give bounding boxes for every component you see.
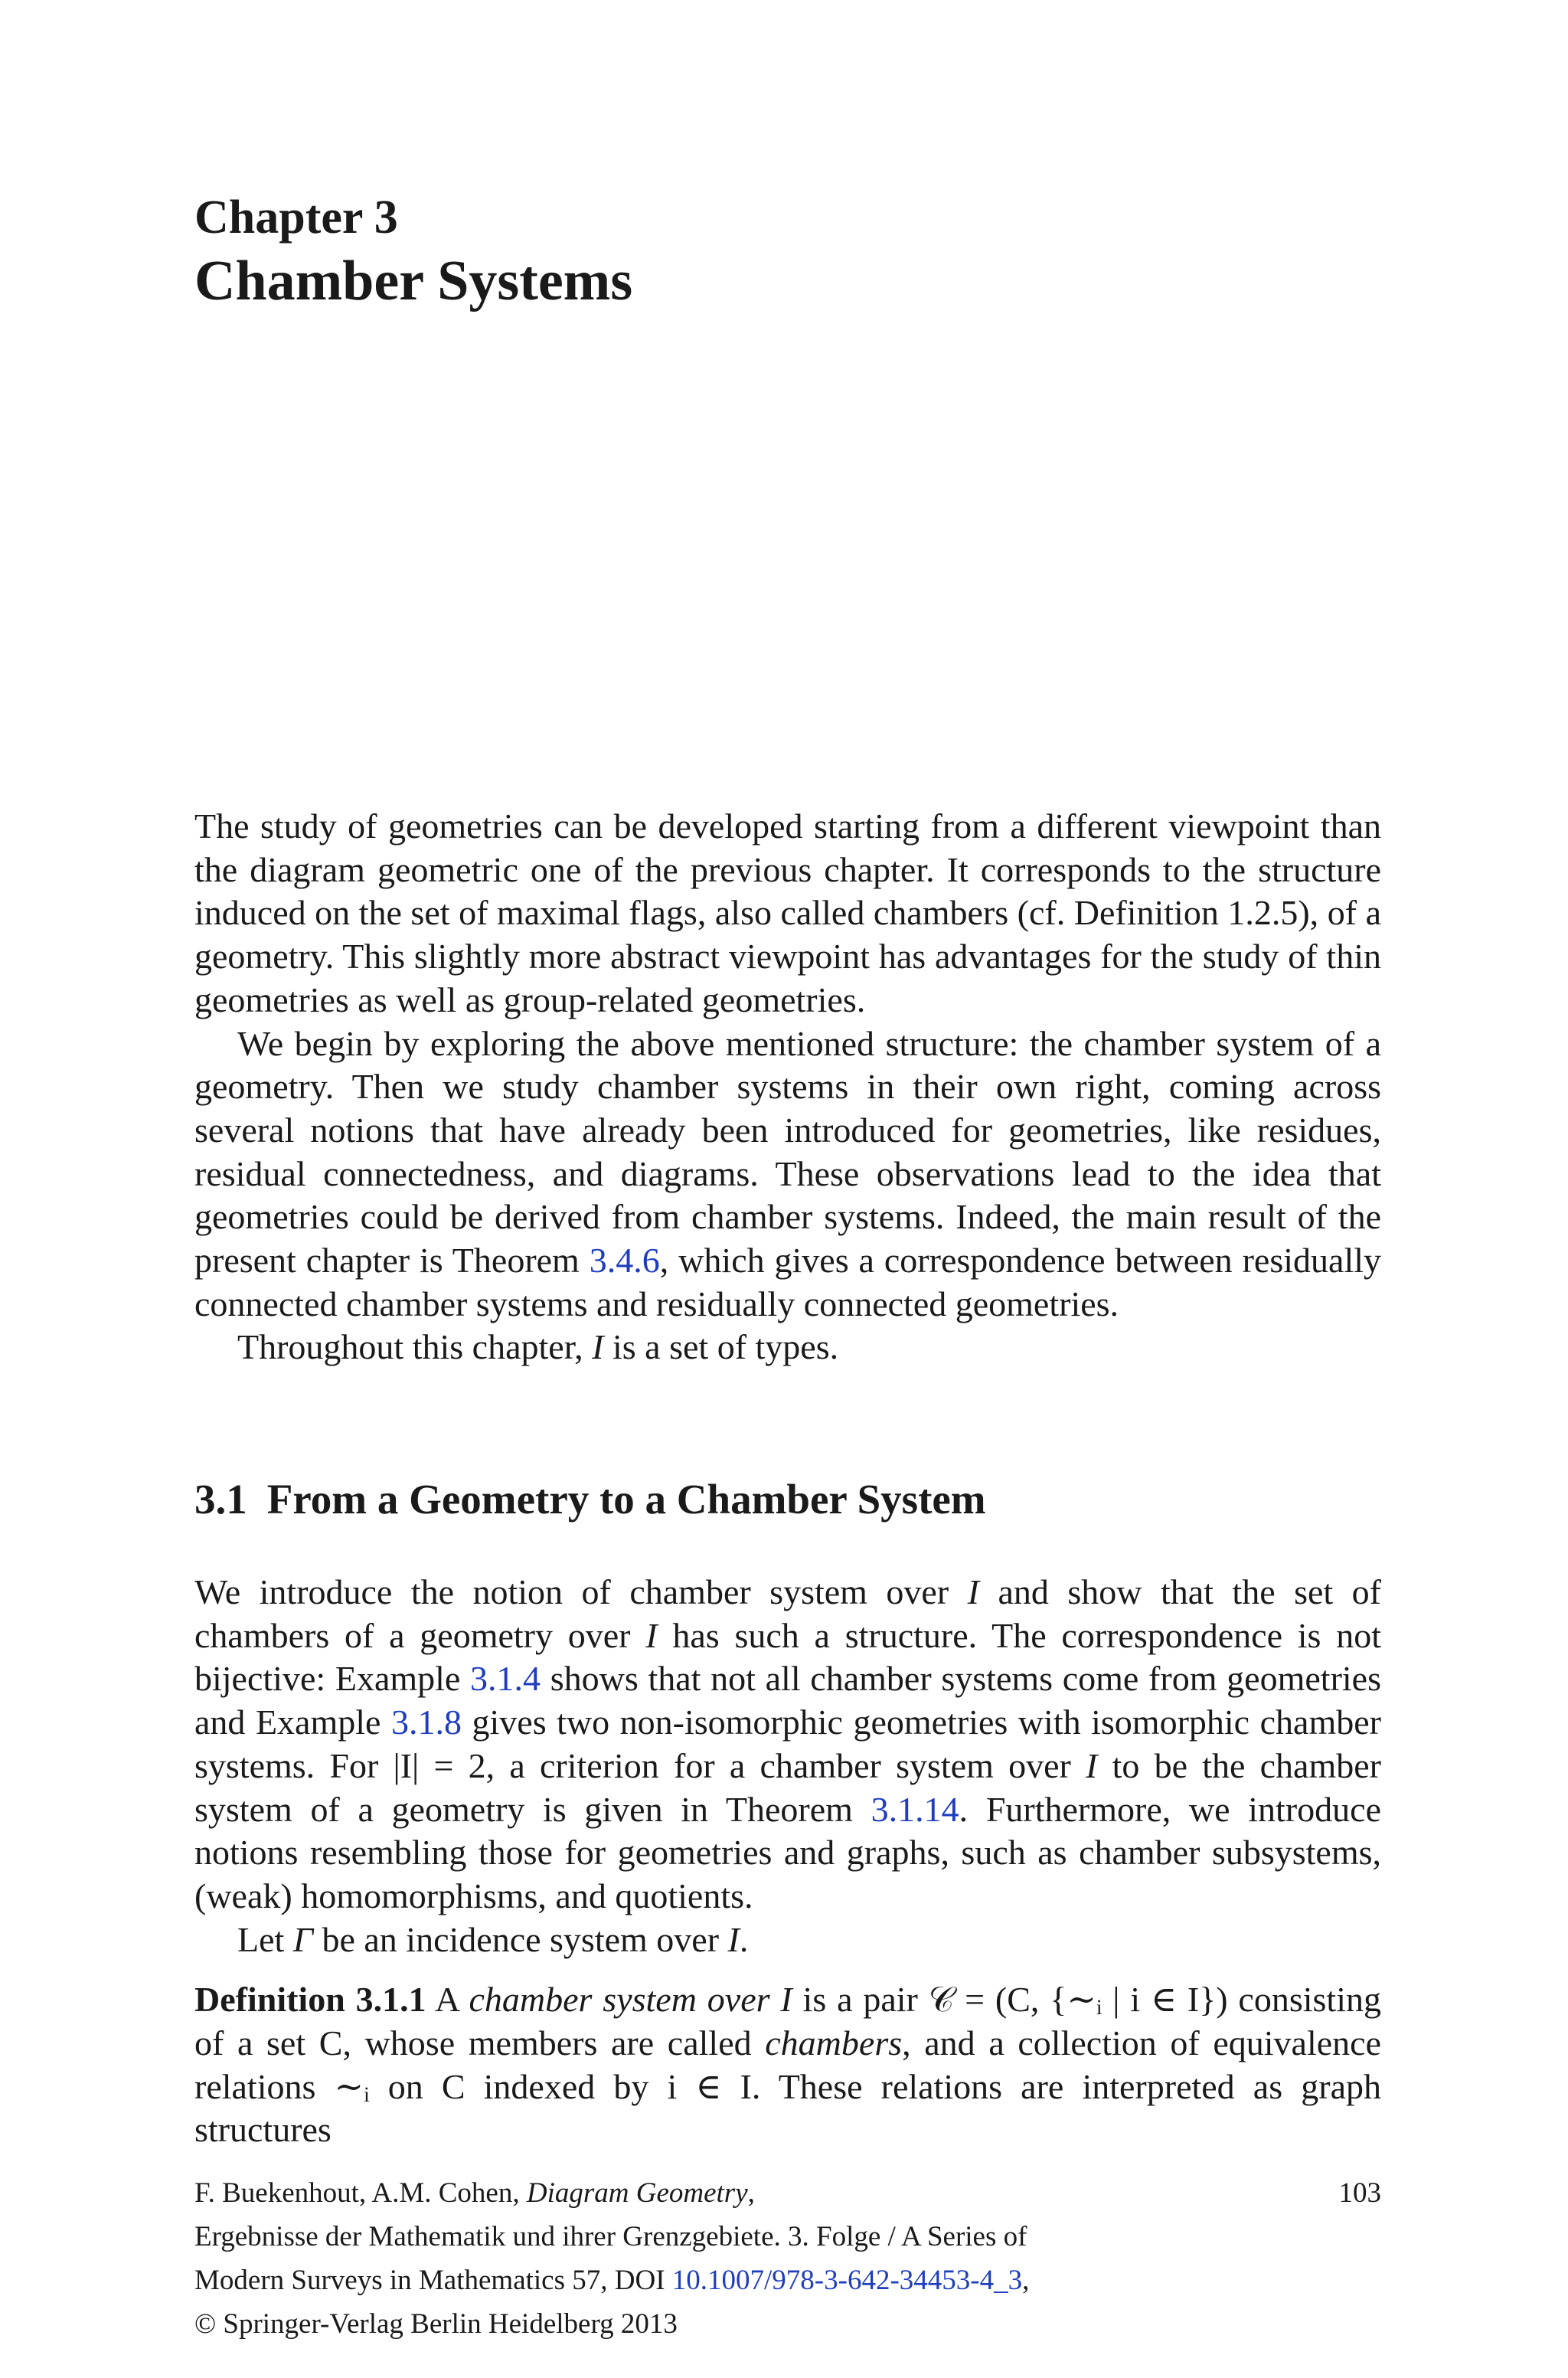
doi-link[interactable]: 10.1007/978-3-642-34453-4_3 xyxy=(671,2265,1023,2296)
example-link-3-1-8[interactable]: 3.1.8 xyxy=(390,1703,462,1742)
section-paragraph-1: We introduce the notion of chamber system over I and show that the set of chambers of a geometry over I has such a structure. The correspondence is not bijective: Example 3.1.4 shows that not all chamber systems come from geometries and Example 3.1.8 gives two non-isomorphic geometries with isomorphic chamber systems. For |I| = 2, a criterion for a chamber system over I to be the chamber system of a geometry is given in Theorem 3.1.14. Furthermore, we introduce notions resembling those for geometries and graphs, such as chamber subsystems, (weak) homomorphisms, and quotients. xyxy=(194,1572,1381,1915)
chapter-title: Chamber Systems xyxy=(194,250,633,312)
theorem-link-3-1-14[interactable]: 3.1.14 xyxy=(871,1789,959,1829)
section-paragraph-2: Let Γ be an incidence system over I. xyxy=(237,1919,749,1959)
example-link-3-1-4[interactable]: 3.1.4 xyxy=(470,1659,541,1699)
intro-text xyxy=(194,805,1381,1369)
section-body xyxy=(194,1571,1381,2152)
theorem-link-3-4-6[interactable]: 3.4.6 xyxy=(589,1241,660,1281)
page-number: 103 xyxy=(1338,2177,1381,2209)
page-footer xyxy=(194,2171,1381,2346)
footer-citation-line-3: Modern Surveys in Mathematics 57, DOI 10.1007/978-3-642-34453-4_3, xyxy=(194,2265,1030,2296)
section-number: 3.1 xyxy=(194,1476,247,1523)
footer-citation-line-1: F. Buekenhout, A.M. Cohen, Diagram Geometry, xyxy=(194,2177,755,2209)
definition-3-1-1: Definition 3.1.1 A chamber system over I is a pair 𝒞 = (C, {∼ᵢ | i ∈ I}) consisting of a set C, whose members are called chambers, and a collection of equivalence relations ∼ᵢ on C indexed by i ∈ I. These relations are interpreted as graph structures xyxy=(194,1980,1381,2150)
section-heading xyxy=(194,1475,1381,1524)
intro-paragraph-3: Throughout this chapter, I is a set of types. xyxy=(237,1327,839,1367)
intro-paragraph-1: The study of geometries can be developed starting from a different viewpoint than the diagram geometric one of the previous chapter. It corresponds to the structure induced on the set of maximal flags, also called chambers (cf. Definition 1.2.5), of a geometry. This slightly more abstract viewpoint has advantages for the study of thin geometries as well as group-related geometries. xyxy=(194,806,1381,1019)
section-title: From a Geometry to a Chamber System xyxy=(266,1476,986,1523)
footer-citation-line-2: Ergebnisse der Mathematik und ihrer Grenzgebiete. 3. Folge / A Series of xyxy=(194,2221,1027,2252)
definition-label: Definition 3.1.1 xyxy=(194,1980,426,2020)
definition-term: chamber system over I xyxy=(469,1980,792,2020)
chapter-number: Chapter 3 xyxy=(194,191,398,244)
footer-copyright: © Springer-Verlag Berlin Heidelberg 2013 xyxy=(194,2308,678,2340)
intro-paragraph-2: We begin by exploring the above mentioned structure: the chamber system of a geometry. Then we study chamber systems in their own right, coming across several notions that have already been introduced for geometries, like residues, residual connectedness, and diagrams. These observations lead to the idea that geometries could be derived from chamber systems. Indeed, the main result of the present chapter is Theorem 3.4.6, which gives a correspondence between residually connected chamber systems and residually connected geometries. xyxy=(194,1023,1381,1323)
